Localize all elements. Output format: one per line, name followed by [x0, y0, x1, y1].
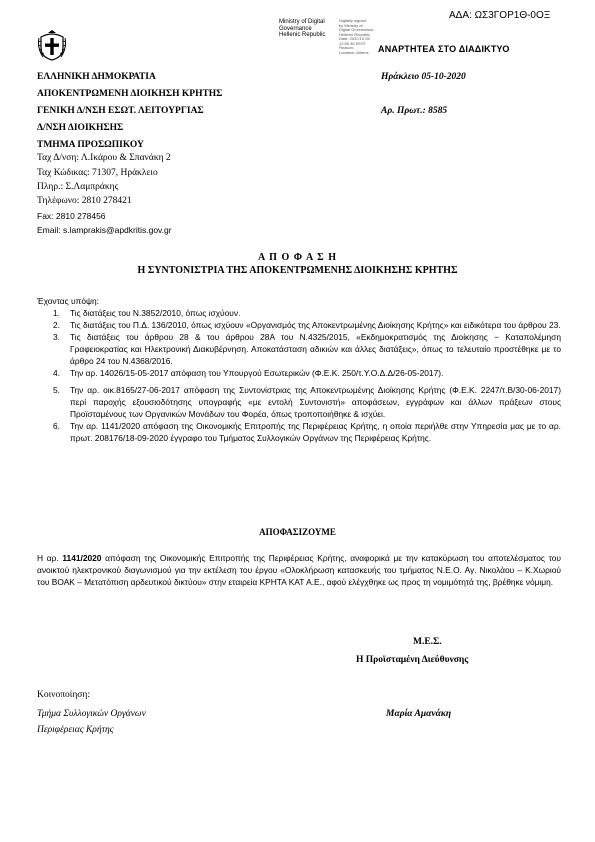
decision-heading: ΑΠΟΦΑΣΙΖΟΥΜΕ — [259, 527, 336, 537]
notification-label: Κοινοποίηση: — [37, 690, 91, 700]
stamp-line: Ministry of Digital — [279, 19, 325, 25]
list-item — [37, 367, 561, 379]
stamp-line: Hellenic Republic — [279, 32, 326, 38]
decision-paragraph — [37, 552, 561, 588]
considering-label: Έχοντας υπόψη: — [37, 296, 99, 306]
address-info: Πληρ.: Σ.Λαμπράκης — [37, 182, 119, 192]
stamp-detail: Hellenic Republic — [339, 31, 370, 37]
place-date: Ηράκλειο 05-10-2020 — [381, 72, 466, 82]
stamp-line: Governance — [279, 25, 312, 32]
address-fax: Fax: 2810 278456 — [37, 211, 106, 221]
list-item — [37, 307, 561, 319]
address-street: Ταχ Δ/νση: Λ.Ικάρου & Σπανάκη 2 — [37, 153, 171, 163]
stamp-detail: Digital Governance, — [339, 27, 375, 32]
header-line: ΤΜΗΜΑ ΠΡΟΣΩΠΙΚΟΥ — [37, 140, 144, 150]
address-phone: Τηλέφωνο: 2810 278421 — [37, 196, 132, 206]
decision-text: απόφαση της Οικονομικής Επιτροπής της Περιφέρειας Κρήτης, αναφορικά με την κατακύρωση του αποτελέσματος του ανοικτού ηλεκτρονικού διαγωνισμού για την εκτέλεση του έργου «Ολοκλήρωση κατασκευής του τμήματος Ν.Ε.Ο. Αγ. Νικολάου – Κ.Χωριού του ΒΟΑΚ – Μετατόπιση αρδευτικού δικτύου» στην εταιρεία ΚΡΗΤΑ ΚΑΤ Α.Ε., αφού ελέγχθηκε ως προς τη νομιμότητά της, βρέθηκε νόμιμη. — [37, 553, 561, 587]
stamp-detail: by Ministry of — [339, 22, 363, 28]
header-line: ΑΠΟΚΕΝΤΡΩΜΕΝΗ ΔΙΟΙΚΗΣΗ ΚΡΗΤΗΣ — [37, 89, 223, 99]
item-text: Την αρ. 1141/2020 απόφαση της Οικονομικής Επιτροπής της Περιφέρειας Κρήτης, η οποία περιήλθε στην Υπηρεσία μας με το αρ. πρωτ. 208176/18-09-2020 έγγραφο του Τμήματος Συλλογικών Οργάνων της Περιφέρειας Κρήτης. — [70, 421, 561, 443]
signature-role: Η Προϊσταμένη Διεύθυνσης — [356, 655, 469, 665]
notification-recipient: Τμήμα Συλλογικών Οργάνων — [37, 709, 146, 719]
decision-reference: 1141/2020 — [62, 553, 102, 563]
item-number: 5. — [53, 385, 60, 395]
list-item — [37, 319, 561, 331]
publish-notice: ΑΝΑΡΤΗΤΕΑ ΣΤΟ ΔΙΑΔΙΚΤΥΟ — [378, 44, 510, 54]
list-item — [37, 384, 561, 420]
stamp-detail: Location: Athens — [339, 49, 369, 55]
stamp-detail: Digitally signed — [339, 18, 366, 23]
item-number: 1. — [53, 308, 60, 318]
header-line: ΕΛΛΗΝΙΚΗ ΔΗΜΟΚΡΑΤΙΑ — [37, 72, 156, 82]
signature-mes: Μ.Ε.Σ. — [413, 637, 442, 647]
digital-signature-stamp — [279, 19, 325, 39]
considerations-list — [37, 307, 561, 444]
address-email: Email: s.lamprakis@apdkritis.gov.gr — [37, 225, 172, 235]
item-number: 3. — [53, 332, 60, 342]
item-text: Την αρ. 14026/15-05-2017 απόφαση του Υπουργού Εσωτερικών (Φ.Ε.Κ. 250/τ.Υ.Ο.Δ.Δ/26-05-2017). — [70, 368, 444, 378]
stamp-detail: Reason: — [339, 45, 354, 50]
header-line: Δ/ΝΣΗ ΔΙΟΙΚΗΣΗΣ — [37, 123, 124, 133]
item-text: Τις διατάξεις του Ν.3852/2010, όπως ισχύουν. — [70, 308, 241, 318]
stamp-detail: Date: 2020.10.05 — [339, 36, 370, 41]
item-text: Την αρ. οικ.8165/27-06-2017 απόφαση της Συντονίστριας της Αποκεντρωμένης Διοίκησης Κρήτης (Φ.Ε.Κ. 2247/τ.Β/30-06-2017) περί παροχής εξουσιοδότησης υπογραφής «με εντολή Συντονιστή» αποφάσεων, εγγράφων και άλλων πράξεων στους Προϊσταμένους των Οργανικών Μονάδων του Φορέα, όπως τροποποιήθηκε & ισχύει. — [70, 385, 561, 419]
item-text: Τις διατάξεις του Π.Δ. 136/2010, όπως ισχύουν «Οργανισμός της Αποκεντρωμένης Διοίκησης Κρήτης» και ειδικότερα του άρθρου 23. — [70, 320, 561, 330]
header-line: ΓΕΝΙΚΗ Δ/ΝΣΗ ΕΣΩΤ. ΛΕΙΤΟΥΡΓΙΑΣ — [37, 106, 204, 116]
item-text: Τις διατάξεις του άρθρου 28 & του άρθρου 28Α του Ν.4325/2015, «Εκδημοκρατισμός της Διοίκησης − Καταπολέμηση Γραφειοκρατίας και Ηλεκτρονική Διακυβέρνηση. Αποκατάσταση αδικιών και άλλες διατάξεις», όπως το τελευταίο προστέθηκε με το άρθρο 24 του Ν.4368/2016. — [70, 332, 561, 366]
ada-code: ΑΔΑ: ΩΣ3ΓΟΡ1Θ-0ΟΞ — [449, 10, 551, 21]
item-number: 2. — [53, 320, 60, 330]
protocol-number: Αρ. Πρωτ.: 8585 — [381, 106, 448, 116]
decision-lead: Η αρ. — [37, 553, 63, 563]
notification-recipient: Περιφέρειας Κρήτης — [37, 725, 114, 735]
stamp-detail: 12:55:35 EEST — [339, 40, 367, 46]
item-number: 6. — [53, 421, 60, 431]
list-item — [37, 331, 561, 367]
greek-coat-of-arms-icon — [37, 28, 67, 62]
signature-name: Μαρία Αμανάκη — [386, 709, 452, 719]
document-title: Α Π Ο Φ Α Σ Η — [258, 252, 337, 263]
list-item — [37, 420, 561, 444]
document-subtitle: Η ΣΥΝΤΟΝΙΣΤΡΙΑ ΤΗΣ ΑΠΟΚΕΝΤΡΩΜΕΝΗΣ ΔΙΟΙΚΗΣΗΣ ΚΡΗΤΗΣ — [137, 265, 458, 276]
item-number: 4. — [53, 368, 60, 378]
address-postcode: Ταχ Κώδικας: 71307, Ηράκλειο — [37, 168, 158, 178]
